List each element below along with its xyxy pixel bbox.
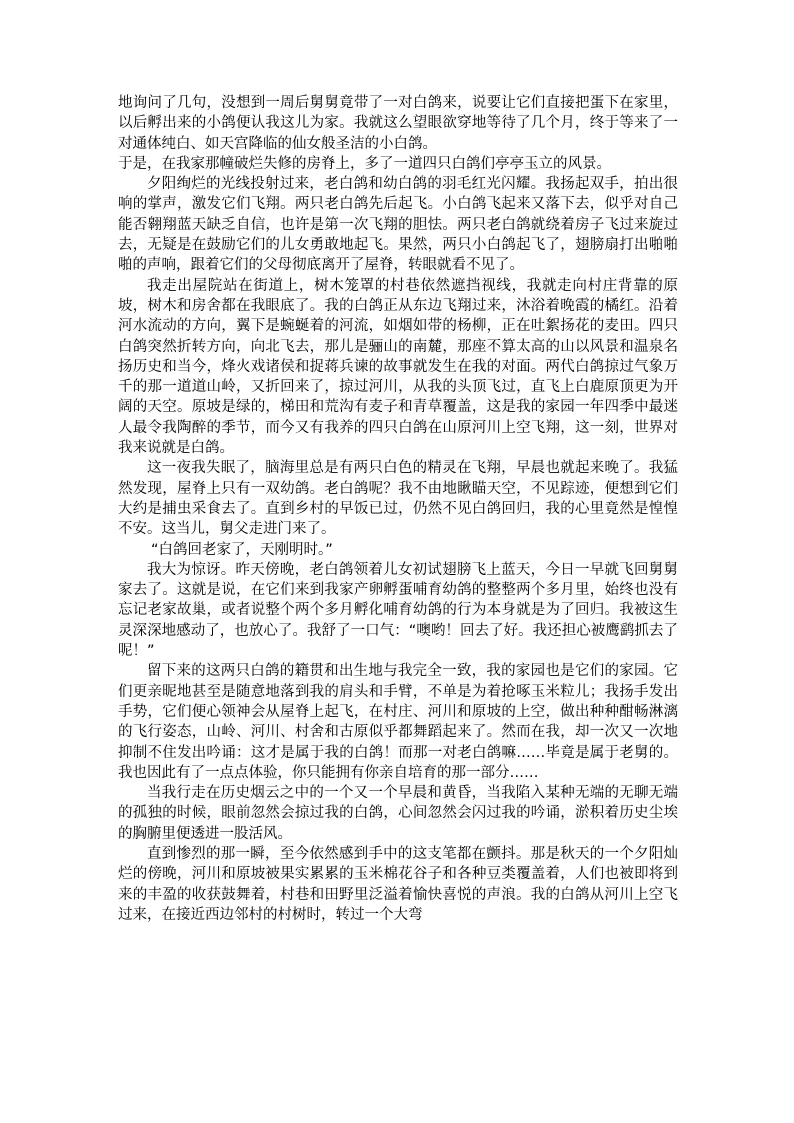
- paragraph-7: 我大为惊讶。昨天傍晚，老白鸽领着儿女初试翅膀飞上蓝天，今日一早就飞回舅舅家去了。这就是说，在它们来到我家产卵孵蛋哺育幼鸽的整整两个多月里，始终也没有忘记老家故巢，或者说整个两个多月孵化哺育幼鸽的行为本身就是为了回归。我被这生灵深深地感动了，也放心了。我舒了一口气：“噢哟！回去了好。我还担心被鹰鹞抓去了呢！”: [118, 561, 678, 660]
- paragraph-5: 这一夜我失眠了，脑海里总是有两只白色的精灵在飞翔，早晨也就起来晚了。我猛然发现，屋脊上只有一双幼鸽。老白鸽呢？我不由地瞅瞄天空，不见踪迹，便想到它们大约是捕虫采食去了。直到乡村的早饭已过，仍然不见白鸽回归，我的心里竟然是惶惶不安。这当儿，舅父走进门来了。: [118, 460, 678, 538]
- paragraph-10: 直到惨烈的那一瞬，至今依然感到手中的这支笔都在颤抖。那是秋天的一个夕阳灿烂的傍晚，河川和原坡被果实累累的玉米棉花谷子和各种豆类覆盖着，人们也被即将到来的丰盈的收获鼓舞着，村巷和田野里泛溢着愉快喜悦的声浪。我的白鸽从河川上空飞过来，在接近西边邻村的村树时，转过一个大弯: [118, 845, 678, 923]
- paragraph-4: 我走出屋院站在街道上，树木笼罩的村巷依然遮挡视线，我就走向村庄背靠的原坡，树木和房舍都在我眼底了。我的白鸽正从东边飞翔过来，沐浴着晚霞的橘红。沿着河水流动的方向，翼下是蜿蜒着的河流，如烟如带的杨柳，正在吐絮扬花的麦田。四只白鸽突然折转方向，向北飞去，那儿是骊山的南麓，那座不算太高的山以风景和温泉名扬历史和当今，烽火戏诸侯和捉蒋兵谏的故事就发生在我的对面。两代白鸽掠过气象万千的那一道道山岭，又折回来了，掠过河川，从我的头顶飞过，直飞上白鹿原顶更为开阔的天空。原坡是绿的，梯田和荒沟有麦子和青草覆盖，这是我的家园一年四季中最迷人最令我陶醉的季节，而今又有我养的四只白鸽在山原河川上空飞翔，这一刻，世界对我来说就是白鸽。: [118, 277, 678, 457]
- paragraph-9: 当我行走在历史烟云之中的一个又一个早晨和黄昏，当我陷入某种无端的无聊无端的孤独的时候，眼前忽然会掠过我的白鸽，心间忽然会闪过我的吟诵，淤积着历史尘埃的胸腑里便透进一股活风。: [118, 785, 678, 842]
- paragraph-1: 地询问了几句，没想到一周后舅舅竟带了一对白鸽来，说要让它们直接把蛋下在家里，以后孵出来的小鸽便认我这儿为家。我就这么望眼欲穿地等待了几个月，终于等来了一对通体纯白、如天宫降临的仙女般圣洁的小白鸽。: [118, 95, 678, 152]
- paragraph-6-quote: “白鸽回老家了，天刚明时。”: [151, 541, 333, 558]
- paragraph-3: 夕阳绚烂的光线投射过来，老白鸽和幼白鸽的羽毛红光闪耀。我扬起双手，拍出很响的掌声，激发它们飞翔。两只老白鸽先后起飞。小白鸽飞起来又落下去，似乎对自己能否翱翔蓝天缺乏自信，也许是第一次飞翔的胆怯。两只老白鸽就绕着房子飞过来旋过去，无疑是在鼓励它们的儿女勇敢地起飞。果然，两只小白鸽起飞了，翅膀扇打出啪啪啪的声响，跟着它们的父母彻底离开了屋脊，转眼就看不见了。: [118, 176, 678, 274]
- paragraph-8: 留下来的这两只白鸽的籍贯和出生地与我完全一致，我的家园也是它们的家园。它们更亲昵地甚至是随意地落到我的肩头和手臂，不单是为着抢啄玉米粒儿；我扬手发出手势，它们便心领神会从屋脊上起飞，在村庄、河川和原坡的上空，做出种种酣畅淋漓的飞行姿态，山岭、河川、村舍和古原似乎都舞蹈起来了。然而在我，却一次又一次地抑制不住发出吟诵：这才是属于我的白鸽！而那一对老白鸽嘛……毕竟是属于老舅的。我也因此有了一点点体验，你只能拥有你亲自培育的那一部分……: [118, 663, 678, 781]
- paragraph-2: 于是，在我家那幢破烂失修的房脊上，多了一道四只白鸽们亭亭玉立的风景。: [118, 155, 611, 172]
- document-page: [118, 93, 678, 925]
